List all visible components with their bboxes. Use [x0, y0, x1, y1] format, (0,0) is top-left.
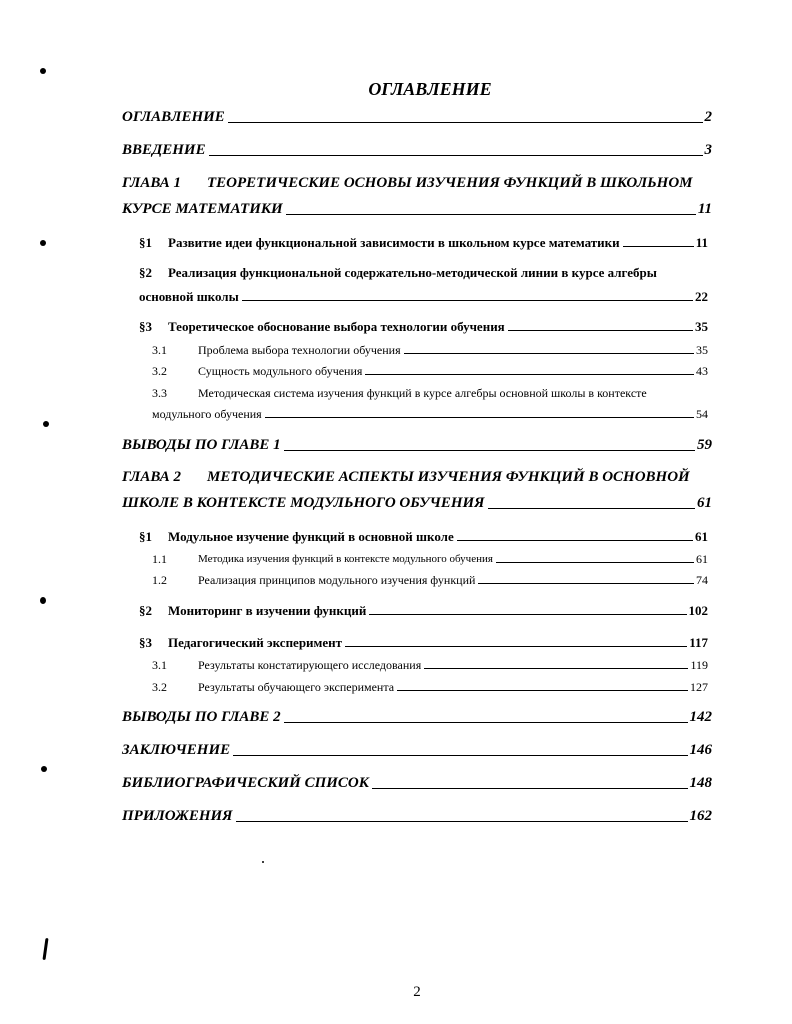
entry-page: 35	[696, 343, 708, 357]
scan-mark	[40, 597, 46, 604]
entry-page: 54	[696, 407, 708, 421]
toc-entry-ch2-s1-1[interactable]	[152, 553, 708, 565]
subsection-number: 3.3	[152, 386, 167, 400]
entry-page: 162	[689, 808, 712, 824]
toc-entry-ch1-s3-3-heading[interactable]	[152, 387, 647, 399]
chapter-title-cont: ШКОЛЕ В КОНТЕКСТЕ МОДУЛЬНОГО ОБУЧЕНИЯ	[122, 495, 485, 511]
toc-entry-ch2-s3-2[interactable]	[152, 681, 708, 693]
entry-page: 127	[690, 680, 708, 694]
scan-mark	[40, 68, 46, 74]
entry-page: 61	[696, 552, 708, 566]
toc-entry-ch2-s1[interactable]	[139, 530, 708, 543]
entry-label: Реализация принципов модульного изучения функций	[198, 573, 476, 587]
entry-label: Проблема выбора технологии обучения	[198, 343, 401, 357]
subsection-number: 1.2	[152, 573, 167, 587]
entry-label: Методика изучения функций в контексте модульного обучения	[198, 553, 493, 565]
entry-page: 11	[697, 201, 712, 217]
entry-page: 35	[695, 319, 708, 334]
toc-entry-bibliography[interactable]	[122, 776, 712, 791]
entry-page: 102	[688, 603, 708, 618]
section-number: §3	[139, 635, 152, 650]
scan-speck	[262, 861, 264, 863]
toc-entry-ch2-s3[interactable]	[139, 636, 708, 649]
subsection-number: 3.1	[152, 343, 167, 357]
entry-label: ЗАКЛЮЧЕНИЕ	[122, 742, 231, 758]
entry-page: 142	[689, 709, 712, 725]
entry-label: ПРИЛОЖЕНИЯ	[122, 808, 233, 824]
scan-mark	[42, 938, 48, 960]
scan-mark	[41, 766, 47, 772]
entry-page: 43	[696, 364, 708, 378]
toc-entry-ch1-s2[interactable]	[139, 290, 708, 303]
toc-entry-ch2-s1-2[interactable]	[152, 574, 708, 586]
toc-entry-conclusion[interactable]	[122, 743, 712, 758]
entry-page: 22	[695, 289, 708, 304]
toc-entry-ch1-heading[interactable]	[122, 176, 712, 191]
chapter-number: ГЛАВА 1	[122, 175, 182, 191]
section-number: §1	[139, 235, 152, 250]
toc-entry-ch1-s1[interactable]	[139, 236, 708, 249]
scan-mark	[43, 421, 49, 427]
entry-page: 117	[689, 635, 708, 650]
entry-page: 2	[704, 109, 712, 125]
toc-entry-ch2-s2[interactable]	[139, 604, 708, 617]
subsection-number: 3.2	[152, 364, 167, 378]
subsection-number: 3.1	[152, 658, 167, 672]
entry-label: Методическая система изучения функций в курсе алгебры основной школы в контексте	[198, 386, 647, 400]
toc-entry-ch1-s3-1[interactable]	[152, 344, 708, 356]
scan-mark	[40, 240, 46, 246]
chapter-title: ТЕОРЕТИЧЕСКИЕ ОСНОВЫ ИЗУЧЕНИЯ ФУНКЦИЙ В ШКОЛЬНОМ	[207, 175, 693, 191]
subsection-number: 3.2	[152, 680, 167, 694]
entry-label: Модульное изучение функций в основной школе	[168, 529, 454, 544]
section-number: §3	[139, 319, 152, 334]
entry-label-cont: модульного обучения	[152, 407, 262, 421]
entry-page: 3	[704, 142, 712, 158]
entry-label: ВЫВОДЫ ПО ГЛАВЕ 1	[122, 437, 281, 453]
entry-page: 146	[689, 742, 712, 758]
toc-entry-ch2-conclusions[interactable]	[122, 710, 712, 725]
entry-label: БИБЛИОГРАФИЧЕСКИЙ СПИСОК	[122, 775, 369, 791]
page-number: 2	[413, 984, 421, 1000]
entry-label: Педагогический эксперимент	[168, 635, 343, 650]
entry-label: Мониторинг в изучении функций	[168, 603, 367, 618]
entry-page: 59	[697, 437, 712, 453]
entry-page: 119	[690, 658, 708, 672]
entry-label: ВВЕДЕНИЕ	[122, 142, 206, 158]
toc-entry-toc[interactable]	[122, 110, 712, 125]
page-title: ОГЛАВЛЕНИЕ	[368, 79, 492, 99]
toc-entry-ch1-s3[interactable]	[139, 320, 708, 333]
entry-label: Сущность модульного обучения	[198, 364, 363, 378]
entry-label: Развитие идеи функциональной зависимости в школьном курсе математики	[168, 235, 620, 250]
toc-entry-ch2-heading[interactable]	[122, 470, 712, 485]
entry-label: Результаты обучающего эксперимента	[198, 680, 395, 694]
toc-entry-intro[interactable]	[122, 143, 712, 158]
entry-label: Теоретическое обоснование выбора технологии обучения	[168, 319, 505, 334]
toc-entry-appendix[interactable]	[122, 809, 712, 824]
entry-label-cont: основной школы	[139, 289, 239, 304]
section-number: §2	[139, 265, 152, 280]
toc-entry-ch1[interactable]	[122, 202, 712, 217]
entry-label: Реализация функциональной содержательно-методической линии в курсе алгебры	[168, 265, 657, 280]
entry-label: Результаты констатирующего исследования	[198, 658, 422, 672]
toc-entry-ch1-conclusions[interactable]	[122, 438, 712, 453]
toc-entry-ch1-s3-2[interactable]	[152, 365, 708, 377]
toc-entry-ch2-s3-1[interactable]	[152, 659, 708, 671]
toc-entry-ch1-s3-3[interactable]	[152, 408, 708, 420]
entry-page: 61	[697, 495, 712, 511]
subsection-number: 1.1	[152, 552, 167, 566]
chapter-title-cont: КУРСЕ МАТЕМАТИКИ	[122, 201, 283, 217]
entry-page: 11	[695, 235, 708, 250]
section-number: §1	[139, 529, 152, 544]
chapter-title: МЕТОДИЧЕСКИЕ АСПЕКТЫ ИЗУЧЕНИЯ ФУНКЦИЙ В ОСНОВНОЙ	[207, 469, 690, 485]
chapter-number: ГЛАВА 2	[122, 469, 182, 485]
entry-page: 61	[695, 529, 708, 544]
entry-page: 74	[696, 573, 708, 587]
section-number: §2	[139, 603, 152, 618]
entry-label: ОГЛАВЛЕНИЕ	[122, 109, 225, 125]
entry-page: 148	[689, 775, 712, 791]
toc-entry-ch2[interactable]	[122, 496, 712, 511]
toc-entry-ch1-s2-heading[interactable]	[139, 266, 657, 279]
entry-label: ВЫВОДЫ ПО ГЛАВЕ 2	[122, 709, 281, 725]
